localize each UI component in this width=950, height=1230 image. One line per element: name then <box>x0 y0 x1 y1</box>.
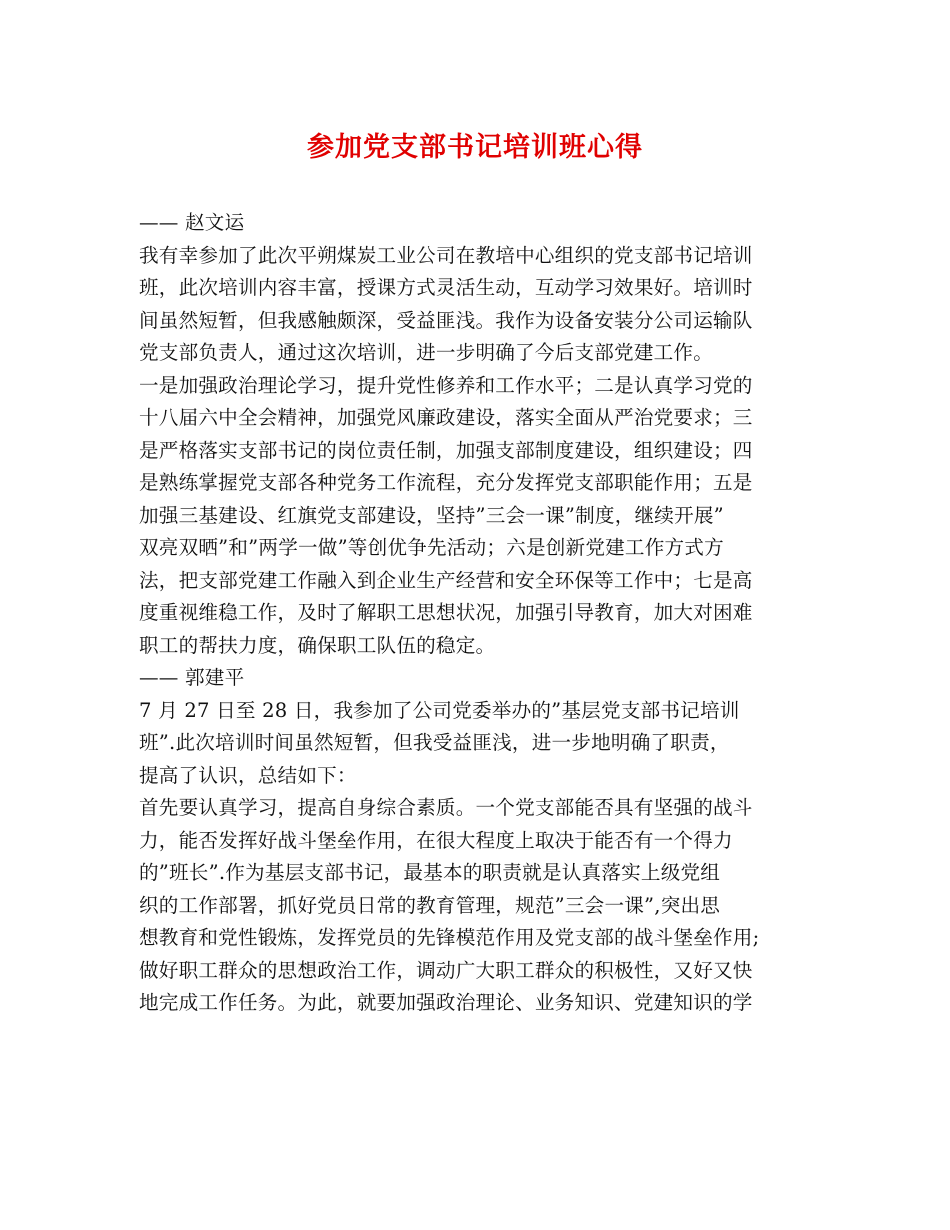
paragraph-line: 班，此次培训内容丰富，授课方式灵活生动，互动学习效果好。培训时 <box>139 276 753 299</box>
paragraph-line: 力，能否发挥好战斗堡垒作用，在很大程度上取决于能否有一个得力 <box>139 828 733 852</box>
paragraph-line: 一是加强政治理论学习，提升党性修养和工作水平；二是认真学习党的 <box>139 373 753 397</box>
paragraph-line: 7 月 27 日至 28 日，我参加了公司党委举办的”基层党支部书记培训 <box>139 698 740 722</box>
paragraph-line: 地完成工作任务。为此，就要加强政治理论、业务知识、党建知识的学 <box>139 991 753 1014</box>
paragraph-line: 班”.此次培训时间虽然短暂，但我受益匪浅，进一步地明确了职责， <box>139 731 730 754</box>
document-body <box>139 207 829 1020</box>
paragraph-line: 加强三基建设、红旗党支部建设，坚持”三会一课”制度，继续开展” <box>139 503 724 527</box>
author-line-guo: —— 郭建平 <box>139 666 245 689</box>
author-line-zhao: —— 赵文运 <box>139 211 245 234</box>
paragraph-line: 十八届六中全会精神，加强党风廉政建设，落实全面从严治党要求；三 <box>139 406 753 429</box>
paragraph-line: 首先要认真学习，提高自身综合素质。一个党支部能否具有坚强的战斗 <box>139 796 753 819</box>
document-title: 参加党支部书记培训班心得 <box>307 132 643 163</box>
paragraph-line: 法，把支部党建工作融入到企业生产经营和安全环保等工作中；七是高 <box>139 568 753 592</box>
paragraph-line: 度重视维稳工作，及时了解职工思想状况，加强引导教育，加大对困难 <box>139 601 753 624</box>
paragraph-line: 是熟练掌握党支部各种党务工作流程，充分发挥党支部职能作用；五是 <box>139 471 753 494</box>
paragraph-line: 的”班长”.作为基层支部书记，最基本的职责就是认真落实上级党组 <box>139 861 721 884</box>
paragraph-line: 是严格落实支部书记的岗位责任制，加强支部制度建设，组织建设；四 <box>139 438 753 462</box>
paragraph-line: 职工的帮扶力度，确保职工队伍的稳定。 <box>139 633 496 657</box>
paragraph-line: 我有幸参加了此次平朔煤炭工业公司在教培中心组织的党支部书记培训 <box>139 243 753 267</box>
paragraph-line: 提高了认识，总结如下： <box>139 763 357 787</box>
paragraph-line: 间虽然短暂，但我感触颇深，受益匪浅。我作为设备安装分公司运输队 <box>139 308 753 332</box>
paragraph-line: 双亮双晒”和”两学一做”等创优争先活动；六是创新党建工作方式方 <box>139 536 724 559</box>
paragraph-line: 想教育和党性锻炼，发挥党员的先锋模范作用及党支部的战斗堡垒作用; <box>139 926 760 949</box>
paragraph-line: 做好职工群众的思想政治工作，调动广大职工群众的积极性，又好又快 <box>139 958 753 982</box>
paragraph-line: 织的工作部署，抓好党员日常的教育管理，规范”三会一课”,突出思 <box>139 893 721 917</box>
paragraph-line: 党支部负责人，通过这次培训，进一步明确了今后支部党建工作。 <box>139 341 714 364</box>
